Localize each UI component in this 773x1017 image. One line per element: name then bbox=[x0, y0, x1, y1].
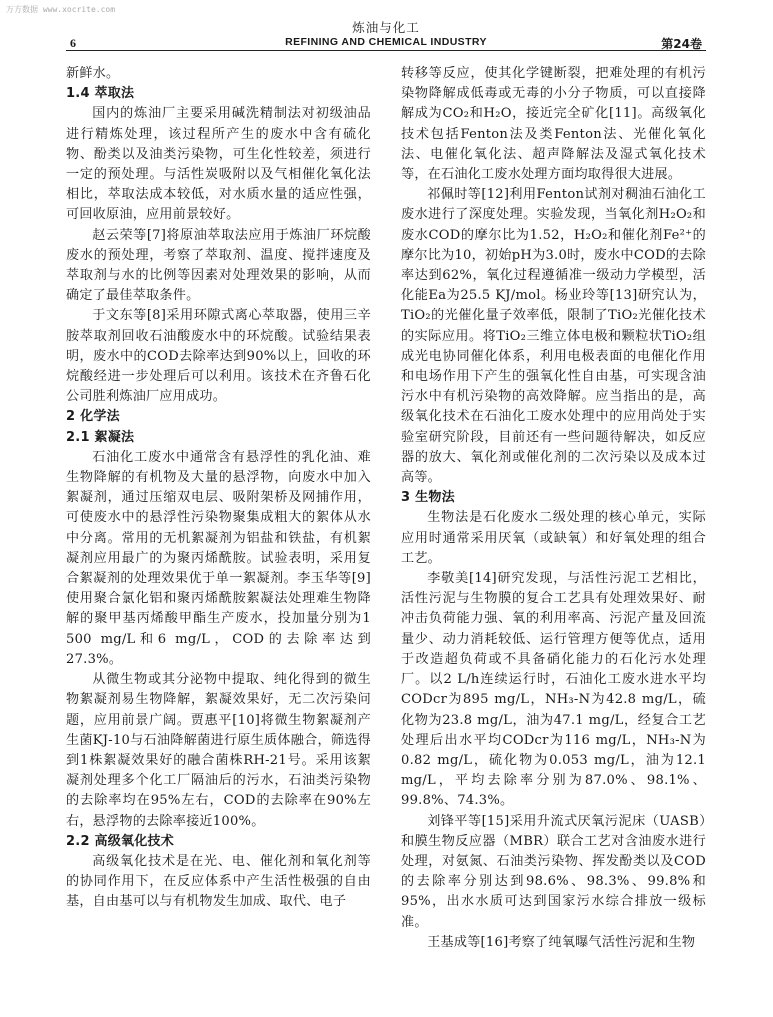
paragraph: 国内的炼油厂主要采用碱洗精制法对初级油品进行精炼处理，该过程所产生的废水中含有硫化物、酚类以及油类污染物，可生化性较差，须进行一定的预处理。与活性炭吸附以及气相催化氧化法相比，萃取法成本较低，对水质水量的适应性强，可回收原油，应用前景较好。 bbox=[66, 106, 371, 223]
volume-label: 第24卷 bbox=[661, 37, 702, 51]
section-heading: 1.4 萃取法 bbox=[66, 86, 135, 102]
section-heading: 3 生物法 bbox=[401, 490, 455, 506]
paragraph: 于文东等[8]采用环隙式离心萃取器，使用三辛胺萃取剂回收石油酸废水中的环烷酸。试验结果表明，废水中的COD去除率达到90%以上，回收的环烷酸经进一步处理后可以利用。该技术在齐鲁石化公司胜利炼油厂应用成功。 bbox=[66, 308, 371, 405]
paragraph: 高级氧化技术是在光、电、催化剂和氧化剂等的协同作用下，在反应体系中产生活性极强的自由基，自由基可以与有机物发生加成、取代、电子 bbox=[66, 853, 371, 910]
journal-title-en: REFINING AND CHEMICAL INDUSTRY bbox=[285, 36, 487, 48]
section-heading: 2.1 絮凝法 bbox=[66, 429, 135, 445]
journal-title-cn: 炼油与化工 bbox=[352, 20, 420, 35]
page-number: 6 bbox=[70, 36, 76, 50]
paragraph: 赵云荣等[7]将原油萃取法应用于炼油厂环烷酸废水的预处理，考察了萃取剂、温度、搅拌速度及萃取剂与水的比例等因素对处理效果的影响，从而确定了最佳萃取条件。 bbox=[66, 227, 371, 304]
page-header bbox=[66, 12, 706, 50]
paragraph: 王基成等[16]考察了纯氧曝气活性污泥和生物 bbox=[427, 934, 696, 950]
paragraph: 李敬美[14]研究发现，与活性污泥工艺相比，活性污泥与生物膜的复合工艺具有处理效果好、耐冲击负荷能力强、氧的利用率高、污泥产量及回流量少、动力消耗较低、运行管理方便等优点，适用于改造超负荷或不具备硝化能力的石化污水处理厂。以2 L/h连续运行时，石油化工废水进水平均CODcr为895 mg/L，NH₃-N为42.8 mg/L，硫化物为23.8 mg/L，油为47.1 mg/L，经复合工艺处理后出水平均CODcr为116 mg/L，NH₃-N为0.82 mg/L，硫化物为0.053 mg/L，油为12.1 mg/L，平均去除率分别为87.0%、98.1%、99.8%、74.3%。 bbox=[401, 571, 706, 809]
section-heading: 2 化学法 bbox=[66, 409, 120, 425]
paragraph: 转移等反应，使其化学键断裂，把难处理的有机污染物降解成低毒或无毒的小分子物质，可以直接降解成为CO₂和H₂O，接近完全矿化[11]。高级氧化技术包括Fenton法及类Fenton法、光催化氧化法、电催化氧化法、超声降解法及湿式氧化技术等，在石油化工废水处理方面均取得很大进展。 bbox=[401, 66, 706, 183]
right-column bbox=[401, 64, 706, 953]
paragraph: 石油化工废水中通常含有悬浮性的乳化油、难生物降解的有机物及大量的悬浮物，向废水中加入絮凝剂，通过压缩双电层、吸附架桥及网捕作用，可使废水中的悬浮性污染物聚集成粗大的絮体从水中分离。常用的无机絮凝剂为铝盐和铁盐，有机絮凝剂应用最广的为聚丙烯酰胺。试验表明，采用复合絮凝剂的处理效果优于单一絮凝剂。李玉华等[9]使用聚合氯化铝和聚丙烯酰胺絮凝法处理难生物降解的聚甲基丙烯酸甲酯生产废水，投加量分别为1 500 mg/L和6 mg/L，COD的去除率达到27.3%。 bbox=[66, 449, 371, 667]
header-rule bbox=[66, 50, 706, 51]
paragraph: 新鲜水。 bbox=[66, 66, 120, 81]
paragraph: 生物法是石化废水二级处理的核心单元，实际应用时通常采用厌氧（或缺氧）和好氧处理的组合工艺。 bbox=[401, 510, 706, 566]
paragraph: 从微生物或其分泌物中提取、纯化得到的微生物絮凝剂易生物降解，絮凝效果好，无二次污染问题，应用前景广阔。贾惠平[10]将微生物絮凝剂产生菌KJ-10与石油降解菌进行原生质体融合，筛选得到1株絮凝效果好的融合菌株RH-21号。采用该絮凝剂处理多个化工厂隔油后的污水，石油类污染物的去除率均在95%左右，COD的去除率在90%左右，悬浮物的去除率接近100%。 bbox=[66, 672, 371, 829]
section-heading: 2.2 高级氧化技术 bbox=[66, 833, 175, 849]
paragraph: 祁佩时等[12]利用Fenton试剂对稠油石油化工废水进行了深度处理。实验发现，当氧化剂H₂O₂和废水COD的摩尔比为1.52，H₂O₂和催化剂Fe²⁺的摩尔比为10，初始pH为3.0时，废水中COD的去除率达到62%，氧化过程遵循准一级动力学模型，活化能Ea为25.5 KJ/mol。杨业玲等[13]研究认为，TiO₂的光催化量子效率低，限制了TiO₂光催化技术的实际应用。将TiO₂三维立体电极和颗粒状TiO₂组成光电协同催化体系，利用电极表面的电催化作用和电场作用下产生的强氧化性自由基，可实现含油污水中有机污染物的高效降解。应当指出的是，高级氧化技术在石油化工废水处理中的应用尚处于实验室研究阶段，目前还有一些问题待解决，如反应器的放大、氧化剂或催化剂的二次污染以及成本过高等。 bbox=[401, 187, 706, 486]
watermark: 万方数据 www.xocrite.com bbox=[6, 5, 116, 14]
left-column bbox=[66, 64, 371, 913]
paragraph: 刘锋平等[15]采用升流式厌氧污泥床（UASB）和膜生物反应器（MBR）联合工艺对含油废水进行处理，对氨氮、石油类污染物、挥发酚类以及COD的去除率分别达到98.6%、98.3%、99.8%和95%，出水水质可达到国家污水综合排放一级标准。 bbox=[401, 813, 706, 930]
